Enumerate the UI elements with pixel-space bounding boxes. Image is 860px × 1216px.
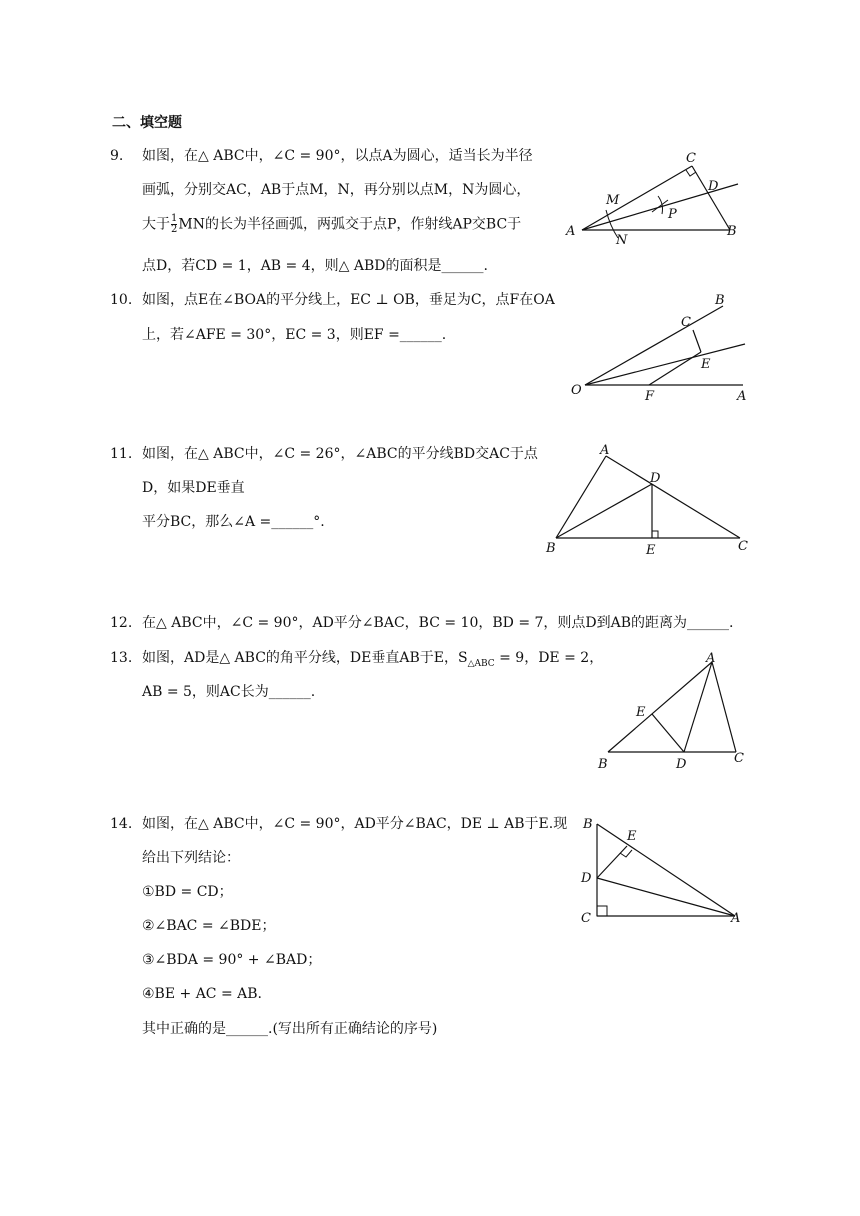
question-text-line: 其中正确的是______.(写出所有正确结论的序号)	[142, 1021, 438, 1037]
segment-ba	[597, 824, 735, 916]
question-text-line: 如图，在△ ABC中，∠C = 90°，AD平分∠BAC，DE ⊥ AB于E.现	[142, 816, 568, 832]
label-c: C	[686, 151, 696, 166]
segment-cb	[692, 166, 730, 230]
label-d: D	[676, 757, 687, 772]
question-text-line: D，如果DE垂直	[142, 480, 245, 496]
question-text-line: 在△ ABC中，∠C = 90°，AD平分∠BAC，BC = 10，BD = 7，则点D到AB的距离为______.	[142, 615, 734, 631]
figure-q9	[560, 148, 750, 248]
label-a: A	[566, 224, 576, 239]
question-text-line: 点D，若CD = 1，AB = 4，则△ ABD的面积是______.	[142, 258, 488, 274]
figure-q14	[575, 812, 755, 934]
conclusion-3: ③∠BDA = 90° + ∠BAD；	[142, 952, 322, 968]
fraction	[171, 214, 177, 235]
fraction-numerator: 1	[171, 213, 178, 224]
question-number: 13.	[110, 650, 133, 666]
text-segment: MN的长为半径画弧，两弧交于点P，作射线AP交BC于	[178, 216, 522, 233]
question-text-line	[142, 214, 521, 235]
question-number: 10.	[110, 292, 133, 308]
segment-ab	[556, 456, 606, 538]
label-d: D	[581, 871, 592, 886]
label-a: A	[706, 651, 716, 666]
question-number: 9.	[110, 148, 124, 164]
figure-q10	[565, 290, 760, 405]
question-number: 11.	[110, 446, 133, 462]
question-text-line: 如图，点E在∠BOA的平分线上，EC ⊥ OB，垂足为C，点F在OA	[142, 292, 555, 308]
label-e: E	[646, 543, 656, 558]
label-a: A	[737, 389, 747, 404]
right-angle-mark-c	[597, 906, 607, 916]
question-text-line: 给出下列结论：	[142, 850, 240, 866]
arc-p2	[652, 200, 668, 212]
segment-ec	[693, 330, 701, 352]
label-b: B	[583, 817, 593, 832]
segment-ac	[712, 662, 736, 752]
question-text-line: AB = 5，则AC长为______.	[142, 684, 316, 700]
figure-q13	[590, 648, 755, 773]
fraction-denominator: 2	[171, 224, 178, 235]
label-m: M	[606, 193, 620, 208]
segment-ac	[606, 456, 740, 538]
question-text-line	[142, 648, 603, 674]
label-b: B	[598, 757, 608, 772]
conclusion-2: ②∠BAC = ∠BDE；	[142, 918, 276, 934]
question-text-line: 如图，在△ ABC中，∠C = 26°，∠ABC的平分线BD交AC于点	[142, 446, 538, 462]
conclusion-1: ①BD = CD；	[142, 884, 233, 900]
label-o: O	[571, 383, 582, 398]
segment-da	[597, 878, 735, 916]
conclusion-4: ④BE + AC = AB.	[142, 986, 262, 1002]
segment-ab	[608, 662, 712, 752]
question-number: 12.	[110, 615, 133, 631]
question-text-line: 上，若∠AFE = 30°，EC = 3，则EF =______.	[142, 327, 447, 343]
figure-q11	[540, 440, 755, 560]
segment-ef	[649, 352, 701, 385]
label-f: F	[645, 389, 655, 404]
label-p: P	[668, 207, 677, 222]
subscript: △ABC	[467, 658, 495, 669]
text-segment: 如图，AD是△ ABC的角平分线，DE垂直AB于E，S	[142, 650, 468, 666]
question-text-line: 平分BC，那么∠A =______°.	[142, 514, 325, 530]
text-segment: = 9，DE = 2，	[494, 650, 604, 666]
label-b: B	[546, 541, 556, 556]
question-text-line: 画弧，分别交AC，AB于点M，N，再分别以点M，N为圆心，	[142, 182, 531, 198]
label-c: C	[734, 751, 744, 766]
question-number: 14.	[110, 816, 133, 832]
label-c: C	[581, 911, 591, 926]
label-n: N	[616, 233, 628, 248]
label-c: C	[738, 539, 748, 554]
label-e: E	[636, 705, 646, 720]
label-a: A	[600, 443, 610, 458]
segment-de	[597, 846, 627, 878]
label-c: C	[681, 315, 691, 330]
segment-de	[652, 714, 684, 752]
label-a: A	[731, 911, 741, 926]
label-b: B	[727, 224, 737, 239]
label-e: E	[701, 357, 711, 372]
angle-bisector	[585, 344, 745, 385]
section-title: 二、填空题	[112, 115, 182, 131]
text-segment: 大于	[142, 216, 170, 233]
right-angle-mark	[652, 531, 658, 538]
question-text-line: 如图，在△ ABC中，∠C = 90°，以点A为圆心，适当长为半径	[142, 148, 533, 164]
label-e: E	[627, 829, 637, 844]
label-d: D	[708, 179, 719, 194]
label-d: D	[650, 471, 661, 486]
label-b: B	[715, 293, 725, 308]
segment-bd	[556, 484, 652, 538]
segment-ad	[684, 662, 712, 752]
ray-ob	[585, 306, 723, 385]
